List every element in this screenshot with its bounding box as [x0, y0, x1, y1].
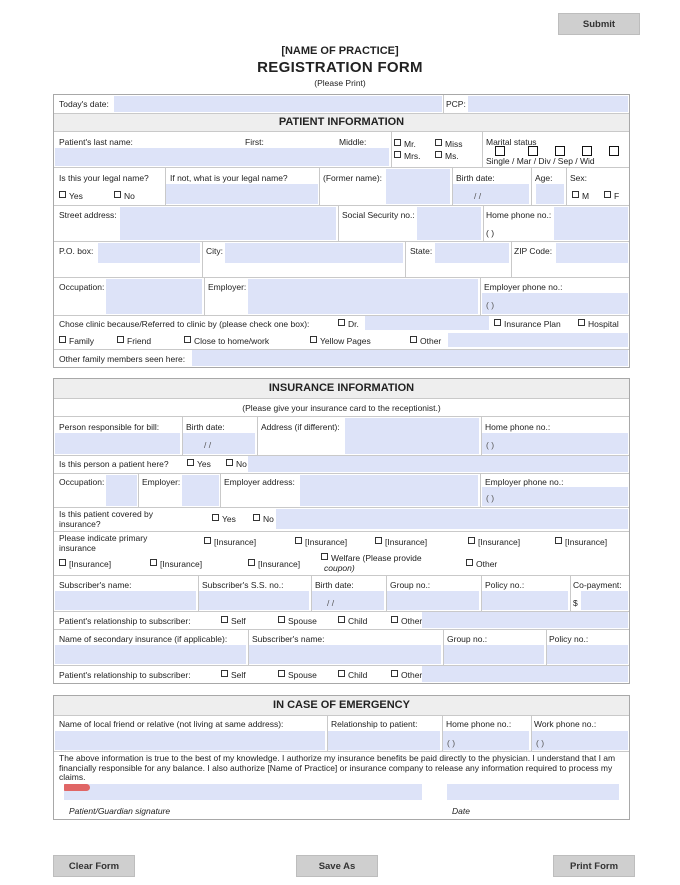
title-miss[interactable]: Miss	[435, 139, 462, 149]
clinic-dr-field[interactable]	[365, 316, 489, 330]
clinic-close-home[interactable]: Close to home/work	[184, 336, 269, 346]
signature-label: Patient/Guardian signature	[69, 806, 171, 816]
authorization-text: The above information is true to the best of my knowledge. I authorize my insurance benefits be paid directly to the physician. I understand that I am financially responsible for any balance. I also authorize [Name of Practice] or insurance company to release any information required to process my claims.	[59, 753, 616, 782]
emergency-work-phone-field[interactable]	[532, 731, 628, 750]
last-name-field[interactable]	[55, 148, 389, 166]
primary-ins-option-7[interactable]: [Insurance]	[150, 559, 202, 569]
primary-ins-option-6[interactable]: [Insurance]	[59, 559, 111, 569]
if-not-legal-label: If not, what is your legal name?	[170, 173, 288, 183]
sex-label: Sex:	[570, 173, 588, 183]
emergency-work-phone-label: Work phone no.:	[534, 719, 597, 729]
primary-ins-option-1[interactable]: [Insurance]	[204, 537, 256, 547]
subscriber-ssn-field[interactable]	[199, 591, 309, 610]
city-label: City:	[206, 246, 223, 256]
relationship-spouse[interactable]: Spouse	[278, 616, 317, 626]
first-name-label: First:	[245, 137, 264, 147]
submit-button[interactable]: Submit	[558, 13, 640, 35]
ins-birth-date-label: Birth date:	[186, 422, 225, 432]
home-phone-field[interactable]	[554, 207, 628, 240]
subscriber-name-label: Subscriber's name:	[59, 580, 132, 590]
policy-no2-label: Policy no.:	[549, 634, 589, 644]
ssn-field[interactable]	[417, 207, 481, 240]
relationship2-label: Patient's relationship to subscriber:	[59, 670, 191, 680]
save-as-button[interactable]: Save As	[296, 855, 378, 877]
primary-ins-option-8[interactable]: [Insurance]	[248, 559, 300, 569]
zip-label: ZIP Code:	[514, 246, 553, 256]
primary-ins-line1: Please indicate primary	[59, 533, 148, 543]
address-diff-field[interactable]	[345, 418, 479, 454]
relationship2-spouse[interactable]: Spouse	[278, 670, 317, 680]
insurance-card-note: (Please give your insurance card to the receptionist.)	[242, 403, 441, 413]
clinic-other-field[interactable]	[448, 333, 628, 347]
street-field[interactable]	[120, 207, 336, 240]
zip-field[interactable]	[556, 243, 628, 263]
ins-birth-date-separators: / /	[204, 440, 212, 450]
practice-name: [NAME OF PRACTICE]	[281, 45, 399, 57]
pcp-label: PCP:	[446, 99, 466, 109]
page-subtitle: (Please Print)	[314, 78, 366, 88]
ins-home-phone-label: Home phone no.:	[485, 422, 551, 432]
title-ms[interactable]: Ms.	[435, 151, 459, 161]
primary-ins-other[interactable]: Other	[466, 559, 497, 569]
policy-no-label: Policy no.:	[485, 580, 525, 590]
marital-options: Single / Mar / Div / Sep / Wid	[486, 156, 595, 166]
address-diff-label: Address (if different):	[261, 422, 340, 432]
primary-ins-option-5[interactable]: [Insurance]	[555, 537, 607, 547]
clinic-insurance-plan[interactable]: Insurance Plan	[494, 319, 561, 329]
marital-status-label: Marital status	[486, 137, 537, 147]
group-no-field[interactable]	[387, 591, 479, 610]
ins-home-phone-field[interactable]	[482, 433, 628, 454]
emergency-home-phone-parens: ( )	[447, 738, 456, 748]
group-no2-field[interactable]	[444, 645, 544, 664]
signature-field[interactable]	[64, 784, 422, 800]
city-field[interactable]	[225, 243, 403, 263]
primary-ins-option-4[interactable]: [Insurance]	[468, 537, 520, 547]
emergency-section	[53, 695, 630, 820]
covered-field[interactable]	[276, 509, 628, 529]
marital-married-checkbox[interactable]	[528, 146, 538, 156]
primary-ins-welfare-line2: coupon)	[324, 563, 355, 573]
relationship-self[interactable]: Self	[221, 616, 246, 626]
legal-name-field[interactable]	[166, 184, 318, 204]
middle-name-label: Middle:	[339, 137, 367, 147]
relationship-label: Patient's relationship to subscriber:	[59, 616, 191, 626]
po-box-field[interactable]	[98, 243, 200, 263]
legal-name-label: Is this your legal name?	[59, 173, 149, 183]
emergency-work-phone-parens: ( )	[536, 738, 545, 748]
policy-no2-field[interactable]	[547, 645, 628, 664]
emergency-contact-label: Name of local friend or relative (not living at same address):	[59, 719, 284, 729]
sub-birth-date-label: Birth date:	[315, 580, 354, 590]
secondary-ins-field[interactable]	[55, 645, 246, 664]
birth-date-field[interactable]	[453, 184, 529, 204]
relationship2-self[interactable]: Self	[221, 670, 246, 680]
group-no-label: Group no.:	[390, 580, 431, 590]
insurance-section	[53, 378, 630, 684]
ins-employer-address-label: Employer address:	[224, 477, 295, 487]
ins-employer-phone-parens: ( )	[486, 493, 495, 503]
copay-field[interactable]	[581, 591, 628, 610]
todays-date-label: Today's date:	[59, 99, 109, 109]
copay-label: Co-payment:	[573, 580, 622, 590]
ins-employer-field[interactable]	[182, 475, 219, 506]
title-mr[interactable]: Mr.	[394, 139, 416, 149]
clinic-other[interactable]: Other	[410, 336, 441, 346]
primary-ins-option-3[interactable]: [Insurance]	[375, 537, 427, 547]
subscriber-ssn-label: Subscriber's S.S. no.:	[202, 580, 284, 590]
clinic-friend[interactable]: Friend	[117, 336, 151, 346]
emergency-relationship-field[interactable]	[328, 731, 440, 750]
page-title: REGISTRATION FORM	[257, 59, 423, 76]
covered-yes[interactable]: Yes	[212, 514, 236, 524]
emergency-home-phone-field[interactable]	[443, 731, 529, 750]
patient-here-yes[interactable]: Yes	[187, 459, 211, 469]
relationship-other-field[interactable]	[422, 612, 628, 628]
todays-date-field[interactable]	[114, 96, 442, 112]
age-field[interactable]	[536, 184, 564, 204]
ins-employer-phone-label: Employer phone no.:	[485, 477, 564, 487]
responsible-field[interactable]	[55, 433, 180, 454]
signature-date-field[interactable]	[447, 784, 619, 800]
clinic-dr[interactable]: Dr.	[338, 319, 359, 329]
print-form-button[interactable]: Print Form	[553, 855, 635, 877]
sub-birth-date-field[interactable]	[312, 591, 384, 610]
relationship-child[interactable]: Child	[338, 616, 367, 626]
state-label: State:	[410, 246, 433, 256]
age-label: Age:	[535, 173, 553, 183]
ins-employer-label: Employer:	[142, 477, 181, 487]
signature-date-label: Date	[452, 806, 470, 816]
emergency-title: IN CASE OF EMERGENCY	[54, 696, 629, 715]
primary-ins-line2: insurance	[59, 543, 96, 553]
patient-here-no[interactable]: No	[226, 459, 247, 469]
former-name-field[interactable]	[386, 169, 450, 204]
patient-here-label: Is this person a patient here?	[59, 459, 169, 469]
signature-flag-marker	[64, 784, 90, 791]
patient-here-field[interactable]	[248, 456, 628, 472]
relationship2-child[interactable]: Child	[338, 670, 367, 680]
emergency-contact-field[interactable]	[55, 731, 325, 750]
street-label: Street address:	[59, 210, 117, 220]
responsible-label: Person responsible for bill:	[59, 422, 160, 432]
birth-date-separators: / /	[474, 191, 482, 201]
legal-name-no[interactable]: No	[114, 191, 135, 201]
occupation-field[interactable]	[106, 279, 202, 314]
marital-widowed-checkbox[interactable]	[609, 146, 619, 156]
sub-birth-date-separators: / /	[327, 598, 335, 608]
pcp-field[interactable]	[468, 96, 628, 112]
ins-employer-phone-field[interactable]	[482, 487, 628, 506]
ins-home-phone-parens: ( )	[486, 440, 495, 450]
home-phone-label: Home phone no.:	[486, 210, 552, 220]
clinic-question: Chose clinic because/Referred to clinic by (please check one box):	[59, 319, 310, 329]
sub-name2-field[interactable]	[249, 645, 441, 664]
relationship2-other[interactable]: Other	[391, 670, 422, 680]
marital-single-checkbox[interactable]	[495, 146, 505, 156]
group-no2-label: Group no.:	[447, 634, 488, 644]
po-box-label: P.O. box:	[59, 246, 94, 256]
clinic-family[interactable]: Family	[59, 336, 94, 346]
relationship-other[interactable]: Other	[391, 616, 422, 626]
family-seen-field[interactable]	[192, 350, 628, 366]
home-phone-parens: ( )	[486, 228, 495, 238]
occupation-label: Occupation:	[59, 282, 105, 292]
sex-f[interactable]: F	[604, 191, 619, 201]
clinic-yellow-pages[interactable]: Yellow Pages	[310, 336, 371, 346]
covered-q-line2: insurance?	[59, 519, 101, 529]
clinic-hospital[interactable]: Hospital	[578, 319, 619, 329]
covered-q-line1: Is this patient covered by	[59, 509, 154, 519]
birth-date-label: Birth date:	[456, 173, 495, 183]
primary-ins-option-2[interactable]: [Insurance]	[295, 537, 347, 547]
ins-employer-address-field[interactable]	[300, 475, 478, 506]
patient-info-title: PATIENT INFORMATION	[54, 114, 629, 131]
state-field[interactable]	[435, 243, 509, 263]
emergency-relationship-label: Relationship to patient:	[331, 719, 418, 729]
insurance-info-title: INSURANCE INFORMATION	[54, 379, 629, 398]
employer-field[interactable]	[248, 279, 478, 314]
legal-name-yes[interactable]: Yes	[59, 191, 83, 201]
emergency-home-phone-label: Home phone no.:	[446, 719, 512, 729]
patient-section	[53, 94, 630, 368]
clear-form-button[interactable]: Clear Form	[53, 855, 135, 877]
former-name-label: (Former name):	[323, 173, 383, 183]
title-mrs[interactable]: Mrs.	[394, 151, 421, 161]
ins-birth-date-field[interactable]	[183, 433, 255, 454]
employer-label: Employer:	[208, 282, 247, 292]
copay-dollar: $	[573, 598, 578, 608]
marital-separated-checkbox[interactable]	[582, 146, 592, 156]
policy-no-field[interactable]	[482, 591, 568, 610]
family-seen-label: Other family members seen here:	[59, 354, 186, 364]
sub-name2-label: Subscriber's name:	[252, 634, 325, 644]
employer-phone-parens: ( )	[486, 300, 495, 310]
employer-phone-label: Employer phone no.:	[484, 282, 563, 292]
relationship2-other-field[interactable]	[422, 666, 628, 682]
employer-phone-field[interactable]	[482, 293, 628, 314]
ins-occupation-label: Occupation:	[59, 477, 105, 487]
ssn-label: Social Security no.:	[342, 210, 415, 220]
sex-m[interactable]: M	[572, 191, 589, 201]
secondary-ins-label: Name of secondary insurance (if applicable):	[59, 634, 228, 644]
marital-divorced-checkbox[interactable]	[555, 146, 565, 156]
last-name-label: Patient's last name:	[59, 137, 133, 147]
ins-occupation-field[interactable]	[106, 475, 137, 506]
covered-no[interactable]: No	[253, 514, 274, 524]
primary-ins-welfare[interactable]: Welfare (Please provide	[321, 553, 422, 563]
subscriber-name-field[interactable]	[55, 591, 196, 610]
